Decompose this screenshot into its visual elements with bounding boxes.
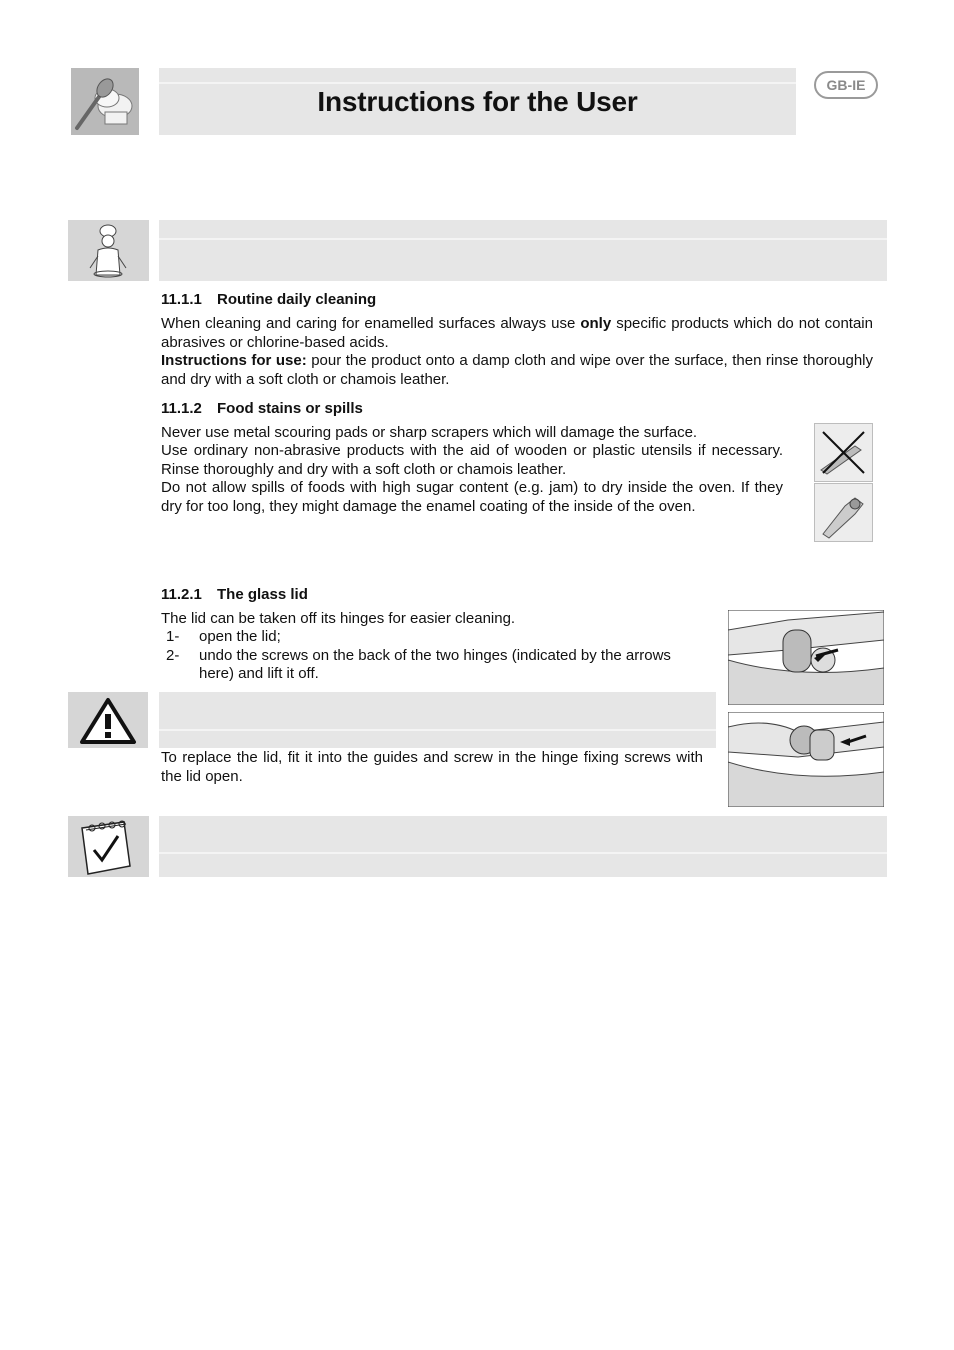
heading-food-stains: 11.1.2 Food stains or spills <box>161 400 363 417</box>
paragraph-lid-intro: The lid can be taken off its hinges for easier cleaning. <box>161 610 516 627</box>
section-bar-cleaning <box>159 220 887 281</box>
heading-glass-lid: 11.2.1 The glass lid <box>161 586 308 603</box>
warning-bar <box>159 692 716 748</box>
heading-routine-cleaning: 11.1.1 Routine daily cleaning <box>161 291 377 308</box>
paragraph-enamel: When cleaning and caring for enamelled surfaces always use only specific products which do not contain abrasives or chlorine-based acids. <box>161 315 873 351</box>
chef-cleaning-icon <box>68 220 149 281</box>
notepad-check-icon <box>68 816 149 877</box>
notes-bar <box>159 816 887 877</box>
chef-spoon-icon <box>71 68 139 135</box>
warning-icon <box>68 692 148 748</box>
header-bar <box>159 68 796 135</box>
paragraph-non-abrasive: Use ordinary non-abrasive products with the aid of wooden or plastic utensils if necessary. Rinse thoroughly and dry with a soft cloth or chamois leather. <box>161 442 783 478</box>
region-badge: GB-IE <box>814 71 878 99</box>
paragraph-sugar-spills: Do not allow spills of foods with high sugar content (e.g. jam) to dry inside the oven. If they dry for too long, they might damage the enamel coating of the inside of the oven. <box>161 479 783 515</box>
hinge-illustration-2 <box>728 712 884 807</box>
hinge-illustration-1 <box>728 610 884 705</box>
paragraph-no-scouring: Never use metal scouring pads or sharp scrapers which will damage the surface. <box>161 424 698 441</box>
page-title: Instructions for the User <box>317 86 638 117</box>
spatula-icon <box>814 483 873 542</box>
no-scraper-icon <box>814 423 873 482</box>
paragraph-instructions-for-use: Instructions for use: pour the product onto a damp cloth and wipe over the surface, then rinse thoroughly and dry with a soft cloth or chamois leather. <box>161 352 873 388</box>
paragraph-replace-lid: To replace the lid, fit it into the guides and screw in the hinge fixing screws with the lid open. <box>161 749 703 785</box>
